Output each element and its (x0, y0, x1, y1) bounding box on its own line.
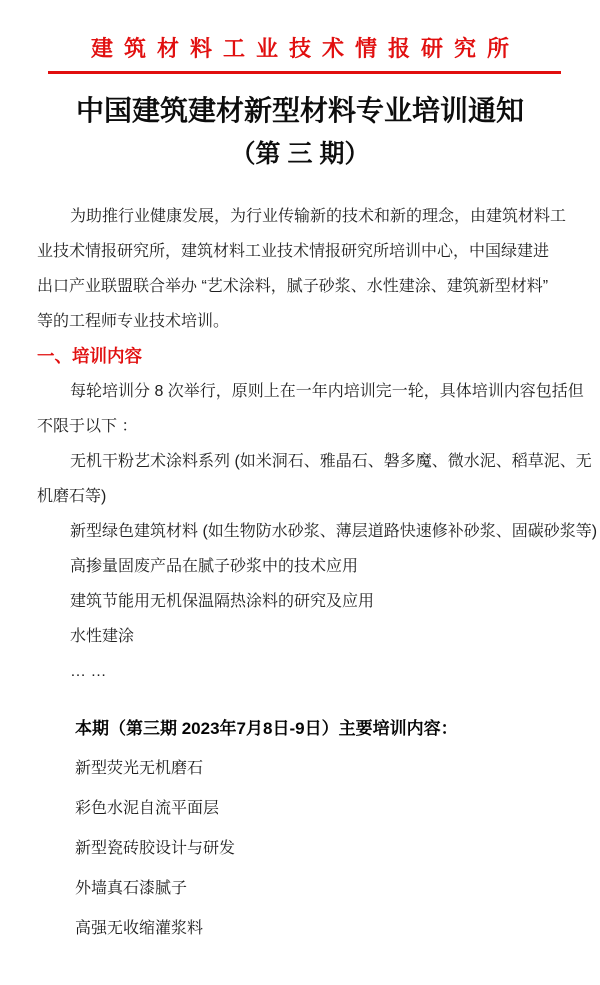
training-list-line: 高掺量固废产品在腻子砂浆中的技术应用 (70, 558, 359, 575)
doc-title: 中国建筑建材新型材料专业培训通知 (75, 95, 524, 126)
section-lead-line: 不限于以下 ： (37, 418, 138, 435)
current-session-block (75, 709, 560, 949)
intro-line: 业技术情报研究所，建筑材料工业技术情报研究所培训中心，中国绿建进 (37, 243, 550, 260)
intro-line: 出口产业联盟联合举办 “艺术涂料，腻子砂浆、水性建涂、建筑新型材料” (37, 278, 549, 295)
section-lead-line: 每轮培训分 8 次举行，原则上在一年内培训完一轮，具体培训内容包括但 (70, 383, 584, 400)
ellipsis-line: … … (70, 663, 107, 680)
current-session-item: 新型瓷砖胶设计与研发 (75, 840, 236, 857)
doc-session-number: （第 三 期） (230, 140, 370, 168)
current-session-item: 彩色水泥自流平面层 (75, 800, 220, 817)
current-session-item: 外墙真石漆腻子 (75, 880, 188, 897)
training-list-line: 水性建涂 (70, 628, 135, 645)
current-session-item: 新型荧光无机磨石 (75, 760, 204, 777)
intro-line: 为助推行业健康发展，为行业传输新的技术和新的理念，由建筑材料工 (70, 208, 567, 225)
org-name: 建筑材料工业技术情报研究所 (90, 36, 520, 61)
training-list-line: 新型绿色建筑材料 (如生物防水砂浆、薄层道路快速修补砂浆、固碳砂浆等) (70, 523, 598, 540)
training-notice-document (0, 37, 600, 985)
training-list-line: 建筑节能用无机保温隔热涂料的研究及应用 (70, 593, 375, 610)
letterhead (0, 37, 600, 169)
current-session-heading: 本期（第三期 2023年7月8日-9日）主要培训内容： (75, 719, 458, 738)
current-session-item: 高强无收缩灌浆料 (75, 920, 204, 937)
red-divider-rule (48, 71, 561, 74)
document-body (37, 199, 598, 689)
section-heading-training-content: 一、培训内容 (37, 346, 142, 366)
training-list-line: 无机干粉艺术涂料系列 (如米洞石、雅晶石、磐多魔、微水泥、稻草泥、无 (70, 453, 592, 470)
intro-line: 等的工程师专业技术培训。 (37, 313, 230, 330)
training-list-line: 机磨石等) (37, 488, 107, 505)
